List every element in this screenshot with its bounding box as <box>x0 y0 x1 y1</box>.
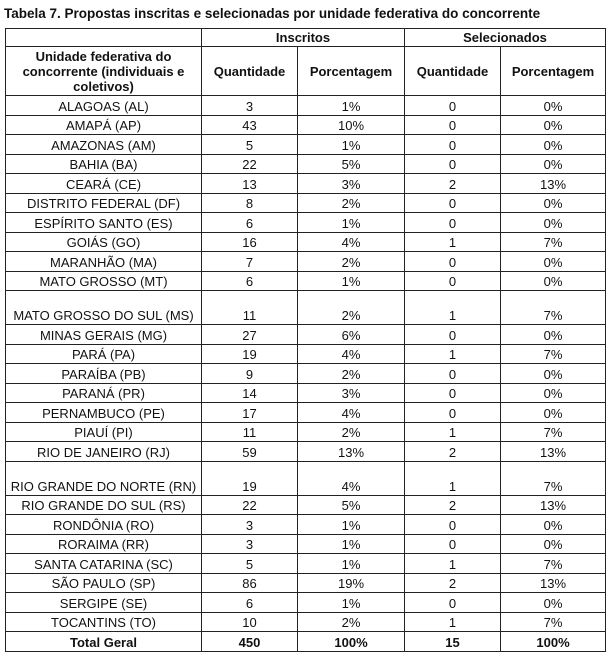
selecionados-porcentagem-cell: 13% <box>501 573 606 593</box>
inscritos-quantidade-cell: 27 <box>202 325 298 345</box>
inscritos-porcentagem-cell: 13% <box>298 442 405 462</box>
uf-cell: ESPÍRITO SANTO (ES) <box>6 213 202 233</box>
selecionados-porcentagem-cell: 0% <box>501 534 606 554</box>
uf-cell: TOCANTINS (TO) <box>6 612 202 632</box>
header-column-row <box>6 47 606 96</box>
selecionados-quantidade-cell: 0 <box>405 271 501 291</box>
inscritos-porcentagem-cell: 6% <box>298 325 405 345</box>
uf-cell: MARANHÃO (MA) <box>6 252 202 272</box>
selecionados-porcentagem-cell: 7% <box>501 461 606 495</box>
inscritos-porcentagem-cell: 4% <box>298 232 405 252</box>
uf-cell: PARANÁ (PR) <box>6 383 202 403</box>
selecionados-quantidade-cell: 0 <box>405 115 501 135</box>
inscritos-quantidade-cell: 17 <box>202 403 298 423</box>
uf-cell: MATO GROSSO (MT) <box>6 271 202 291</box>
inscritos-porcentagem-cell: 4% <box>298 403 405 423</box>
uf-cell: PARAÍBA (PB) <box>6 364 202 384</box>
selecionados-porcentagem-cell: 0% <box>501 593 606 613</box>
header-inscritos-quantidade: Quantidade <box>202 47 298 96</box>
inscritos-quantidade-cell: 43 <box>202 115 298 135</box>
table-row <box>6 174 606 194</box>
header-inscritos-porcentagem: Porcentagem <box>298 47 405 96</box>
table-row <box>6 612 606 632</box>
uf-cell: AMAZONAS (AM) <box>6 135 202 155</box>
table-row <box>6 573 606 593</box>
inscritos-porcentagem-cell: 1% <box>298 534 405 554</box>
selecionados-porcentagem-cell: 7% <box>501 291 606 325</box>
inscritos-porcentagem-cell: 2% <box>298 193 405 213</box>
table-row <box>6 96 606 116</box>
uf-proposals-table <box>5 28 606 652</box>
inscritos-porcentagem-cell: 1% <box>298 135 405 155</box>
header-empty-cell <box>6 29 202 47</box>
inscritos-quantidade-cell: 6 <box>202 271 298 291</box>
table-row <box>6 135 606 155</box>
table-row <box>6 403 606 423</box>
inscritos-quantidade-cell: 22 <box>202 495 298 515</box>
table-row <box>6 193 606 213</box>
inscritos-porcentagem-cell: 2% <box>298 252 405 272</box>
selecionados-quantidade-cell: 1 <box>405 344 501 364</box>
inscritos-porcentagem-cell: 2% <box>298 291 405 325</box>
selecionados-quantidade-cell: 2 <box>405 495 501 515</box>
selecionados-porcentagem-cell: 13% <box>501 442 606 462</box>
inscritos-quantidade-cell: 6 <box>202 593 298 613</box>
table-row <box>6 383 606 403</box>
table-row <box>6 442 606 462</box>
uf-cell: RIO DE JANEIRO (RJ) <box>6 442 202 462</box>
table-row <box>6 593 606 613</box>
selecionados-quantidade-cell: 0 <box>405 383 501 403</box>
inscritos-quantidade-cell: 3 <box>202 96 298 116</box>
selecionados-quantidade-cell: 0 <box>405 135 501 155</box>
uf-cell: SANTA CATARINA (SC) <box>6 554 202 574</box>
selecionados-porcentagem-cell: 0% <box>501 364 606 384</box>
inscritos-porcentagem-cell: 1% <box>298 593 405 613</box>
uf-cell: RIO GRANDE DO SUL (RS) <box>6 495 202 515</box>
table-caption: Tabela 7. Propostas inscritas e selecionadas por unidade federativa do concorrente <box>4 6 541 21</box>
inscritos-quantidade-cell: 22 <box>202 154 298 174</box>
inscritos-quantidade-cell: 16 <box>202 232 298 252</box>
table-row <box>6 154 606 174</box>
uf-cell: DISTRITO FEDERAL (DF) <box>6 193 202 213</box>
selecionados-porcentagem-cell: 0% <box>501 252 606 272</box>
inscritos-quantidade-cell: 3 <box>202 515 298 535</box>
selecionados-porcentagem-cell: 0% <box>501 115 606 135</box>
selecionados-quantidade-cell: 1 <box>405 422 501 442</box>
uf-cell: CEARÁ (CE) <box>6 174 202 194</box>
header-selecionados: Selecionados <box>405 29 606 47</box>
uf-cell: RORAIMA (RR) <box>6 534 202 554</box>
selecionados-porcentagem-cell: 0% <box>501 213 606 233</box>
inscritos-porcentagem-cell: 2% <box>298 364 405 384</box>
inscritos-porcentagem-cell: 1% <box>298 96 405 116</box>
uf-cell: BAHIA (BA) <box>6 154 202 174</box>
selecionados-porcentagem-cell: 0% <box>501 154 606 174</box>
selecionados-porcentagem-cell: 0% <box>501 383 606 403</box>
inscritos-porcentagem-cell: 3% <box>298 383 405 403</box>
table-row <box>6 115 606 135</box>
selecionados-quantidade-cell: 2 <box>405 442 501 462</box>
table-row <box>6 534 606 554</box>
table-row <box>6 554 606 574</box>
uf-cell: MATO GROSSO DO SUL (MS) <box>6 291 202 325</box>
inscritos-quantidade-cell: 9 <box>202 364 298 384</box>
inscritos-porcentagem-cell: 2% <box>298 612 405 632</box>
table-row <box>6 495 606 515</box>
table-row <box>6 461 606 495</box>
table-body <box>6 96 606 632</box>
selecionados-porcentagem-cell: 0% <box>501 96 606 116</box>
table-row <box>6 271 606 291</box>
inscritos-quantidade-cell: 7 <box>202 252 298 272</box>
uf-cell: PIAUÍ (PI) <box>6 422 202 442</box>
selecionados-quantidade-cell: 0 <box>405 96 501 116</box>
header-selecionados-quantidade: Quantidade <box>405 47 501 96</box>
total-inscritos-quantidade: 450 <box>202 632 298 652</box>
selecionados-quantidade-cell: 2 <box>405 573 501 593</box>
inscritos-quantidade-cell: 14 <box>202 383 298 403</box>
total-selecionados-porcentagem: 100% <box>501 632 606 652</box>
header-uf: Unidade federativa do concorrente (individuais e coletivos) <box>6 47 202 96</box>
inscritos-porcentagem-cell: 10% <box>298 115 405 135</box>
inscritos-quantidade-cell: 19 <box>202 461 298 495</box>
selecionados-porcentagem-cell: 7% <box>501 232 606 252</box>
selecionados-porcentagem-cell: 13% <box>501 174 606 194</box>
inscritos-quantidade-cell: 13 <box>202 174 298 194</box>
selecionados-porcentagem-cell: 7% <box>501 344 606 364</box>
inscritos-quantidade-cell: 86 <box>202 573 298 593</box>
uf-cell: RIO GRANDE DO NORTE (RN) <box>6 461 202 495</box>
inscritos-quantidade-cell: 10 <box>202 612 298 632</box>
selecionados-quantidade-cell: 1 <box>405 554 501 574</box>
inscritos-porcentagem-cell: 4% <box>298 461 405 495</box>
table-row <box>6 325 606 345</box>
table-row <box>6 364 606 384</box>
selecionados-quantidade-cell: 0 <box>405 403 501 423</box>
inscritos-porcentagem-cell: 5% <box>298 154 405 174</box>
inscritos-quantidade-cell: 11 <box>202 291 298 325</box>
selecionados-porcentagem-cell: 13% <box>501 495 606 515</box>
header-inscritos: Inscritos <box>202 29 405 47</box>
inscritos-quantidade-cell: 5 <box>202 554 298 574</box>
selecionados-porcentagem-cell: 0% <box>501 515 606 535</box>
selecionados-porcentagem-cell: 0% <box>501 193 606 213</box>
table-row <box>6 291 606 325</box>
selecionados-porcentagem-cell: 0% <box>501 135 606 155</box>
inscritos-quantidade-cell: 6 <box>202 213 298 233</box>
inscritos-porcentagem-cell: 2% <box>298 422 405 442</box>
uf-cell: RONDÔNIA (RO) <box>6 515 202 535</box>
inscritos-porcentagem-cell: 1% <box>298 213 405 233</box>
header-selecionados-porcentagem: Porcentagem <box>501 47 606 96</box>
table-row <box>6 344 606 364</box>
selecionados-porcentagem-cell: 0% <box>501 403 606 423</box>
selecionados-quantidade-cell: 1 <box>405 461 501 495</box>
selecionados-quantidade-cell: 0 <box>405 154 501 174</box>
selecionados-porcentagem-cell: 0% <box>501 271 606 291</box>
header-group-row <box>6 29 606 47</box>
inscritos-porcentagem-cell: 1% <box>298 554 405 574</box>
inscritos-porcentagem-cell: 5% <box>298 495 405 515</box>
inscritos-porcentagem-cell: 1% <box>298 515 405 535</box>
table-row <box>6 232 606 252</box>
inscritos-quantidade-cell: 11 <box>202 422 298 442</box>
inscritos-porcentagem-cell: 3% <box>298 174 405 194</box>
selecionados-quantidade-cell: 0 <box>405 534 501 554</box>
selecionados-porcentagem-cell: 7% <box>501 554 606 574</box>
selecionados-quantidade-cell: 1 <box>405 232 501 252</box>
table-row <box>6 213 606 233</box>
selecionados-quantidade-cell: 0 <box>405 364 501 384</box>
inscritos-quantidade-cell: 19 <box>202 344 298 364</box>
uf-cell: AMAPÁ (AP) <box>6 115 202 135</box>
selecionados-quantidade-cell: 0 <box>405 593 501 613</box>
table-row <box>6 422 606 442</box>
selecionados-quantidade-cell: 1 <box>405 612 501 632</box>
selecionados-quantidade-cell: 2 <box>405 174 501 194</box>
total-inscritos-porcentagem: 100% <box>298 632 405 652</box>
uf-cell: PERNAMBUCO (PE) <box>6 403 202 423</box>
selecionados-quantidade-cell: 1 <box>405 291 501 325</box>
uf-cell: PARÁ (PA) <box>6 344 202 364</box>
inscritos-quantidade-cell: 5 <box>202 135 298 155</box>
total-label: Total Geral <box>6 632 202 652</box>
selecionados-porcentagem-cell: 7% <box>501 422 606 442</box>
selecionados-quantidade-cell: 0 <box>405 252 501 272</box>
total-selecionados-quantidade: 15 <box>405 632 501 652</box>
uf-cell: SÃO PAULO (SP) <box>6 573 202 593</box>
inscritos-quantidade-cell: 3 <box>202 534 298 554</box>
inscritos-porcentagem-cell: 1% <box>298 271 405 291</box>
table-row <box>6 252 606 272</box>
table-row <box>6 515 606 535</box>
inscritos-porcentagem-cell: 4% <box>298 344 405 364</box>
inscritos-quantidade-cell: 8 <box>202 193 298 213</box>
uf-cell: ALAGOAS (AL) <box>6 96 202 116</box>
selecionados-porcentagem-cell: 7% <box>501 612 606 632</box>
inscritos-porcentagem-cell: 19% <box>298 573 405 593</box>
uf-cell: SERGIPE (SE) <box>6 593 202 613</box>
selecionados-porcentagem-cell: 0% <box>501 325 606 345</box>
total-row <box>6 632 606 652</box>
uf-cell: MINAS GERAIS (MG) <box>6 325 202 345</box>
uf-cell: GOIÁS (GO) <box>6 232 202 252</box>
selecionados-quantidade-cell: 0 <box>405 213 501 233</box>
selecionados-quantidade-cell: 0 <box>405 193 501 213</box>
inscritos-quantidade-cell: 59 <box>202 442 298 462</box>
selecionados-quantidade-cell: 0 <box>405 325 501 345</box>
selecionados-quantidade-cell: 0 <box>405 515 501 535</box>
